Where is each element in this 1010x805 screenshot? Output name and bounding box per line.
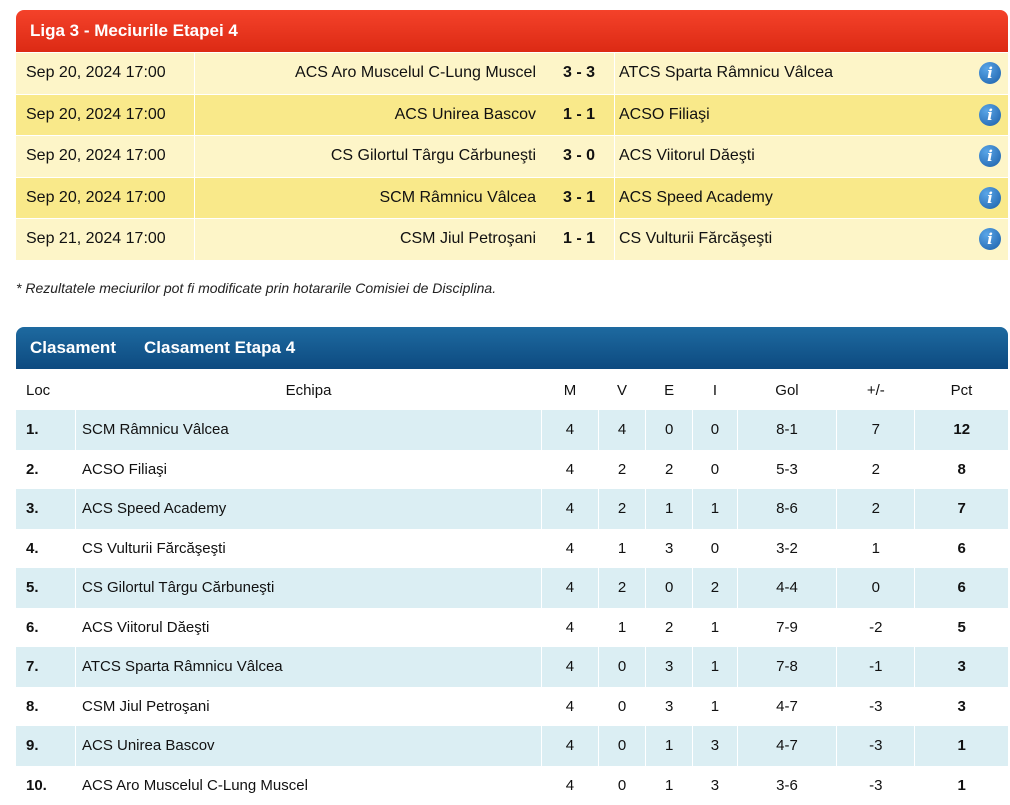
cell-pct: 1 (915, 726, 1008, 766)
cell-v: 0 (598, 687, 645, 727)
cell-diff: 2 (837, 489, 915, 529)
cell-m: 4 (542, 608, 599, 648)
cell-i: 0 (693, 450, 738, 490)
cell-e: 2 (646, 608, 693, 648)
cell-loc: 3. (16, 489, 76, 529)
match-row (16, 219, 1008, 261)
cell-loc: 9. (16, 726, 76, 766)
info-icon[interactable]: i (979, 62, 1001, 84)
match-home-team: CSM Jiul Petroşani (194, 219, 544, 260)
info-icon[interactable]: i (979, 228, 1001, 250)
cell-loc: 7. (16, 647, 76, 687)
cell-m: 4 (542, 450, 599, 490)
cell-diff: 0 (837, 568, 915, 608)
match-score: 1 - 1 (544, 95, 614, 136)
info-icon[interactable]: i (979, 187, 1001, 209)
match-away-team: ACS Speed Academy (614, 178, 972, 219)
cell-e: 3 (646, 687, 693, 727)
cell-v: 0 (598, 766, 645, 805)
match-date: Sep 21, 2024 17:00 (16, 219, 194, 260)
col-m: M (542, 370, 599, 410)
standings-title: Clasament (30, 338, 116, 358)
cell-loc: 10. (16, 766, 76, 805)
cell-gol: 3-6 (737, 766, 836, 805)
cell-i: 3 (693, 766, 738, 805)
cell-loc: 4. (16, 529, 76, 569)
table-row (16, 766, 1008, 805)
table-row (16, 450, 1008, 490)
col-gol: Gol (737, 370, 836, 410)
cell-diff: -3 (837, 766, 915, 805)
cell-gol: 4-7 (737, 687, 836, 727)
cell-diff: -3 (837, 687, 915, 727)
cell-e: 0 (646, 410, 693, 450)
cell-gol: 5-3 (737, 450, 836, 490)
standings-header (16, 327, 1008, 369)
cell-i: 1 (693, 608, 738, 648)
table-row (16, 608, 1008, 648)
col-pct: Pct (915, 370, 1008, 410)
cell-v: 1 (598, 529, 645, 569)
cell-m: 4 (542, 410, 599, 450)
cell-team: ACSO Filiaşi (76, 450, 542, 490)
cell-e: 1 (646, 726, 693, 766)
match-date: Sep 20, 2024 17:00 (16, 178, 194, 219)
cell-team: CS Gilortul Târgu Cărbuneşti (76, 568, 542, 608)
match-score: 3 - 1 (544, 178, 614, 219)
cell-v: 2 (598, 450, 645, 490)
table-row (16, 529, 1008, 569)
table-row (16, 687, 1008, 727)
cell-e: 0 (646, 568, 693, 608)
cell-m: 4 (542, 766, 599, 805)
col-loc: Loc (16, 370, 76, 410)
cell-i: 0 (693, 410, 738, 450)
cell-pct: 6 (915, 529, 1008, 569)
cell-team: CS Vulturii Fărcăşeşti (76, 529, 542, 569)
cell-pct: 8 (915, 450, 1008, 490)
info-icon[interactable]: i (979, 145, 1001, 167)
cell-pct: 6 (915, 568, 1008, 608)
standings-subtitle: Clasament Etapa 4 (144, 338, 295, 358)
cell-v: 0 (598, 647, 645, 687)
cell-diff: 2 (837, 450, 915, 490)
cell-pct: 5 (915, 608, 1008, 648)
cell-team: ACS Speed Academy (76, 489, 542, 529)
match-home-team: CS Gilortul Târgu Cărbuneşti (194, 136, 544, 177)
cell-i: 3 (693, 726, 738, 766)
cell-gol: 4-7 (737, 726, 836, 766)
cell-loc: 8. (16, 687, 76, 727)
match-row (16, 95, 1008, 137)
matches-title: Liga 3 - Meciurile Etapei 4 (30, 21, 238, 41)
col-v: V (598, 370, 645, 410)
col-e: E (646, 370, 693, 410)
match-home-team: ACS Unirea Bascov (194, 95, 544, 136)
cell-pct: 3 (915, 647, 1008, 687)
cell-pct: 1 (915, 766, 1008, 805)
cell-e: 3 (646, 529, 693, 569)
cell-pct: 3 (915, 687, 1008, 727)
cell-pct: 7 (915, 489, 1008, 529)
cell-e: 3 (646, 647, 693, 687)
cell-i: 1 (693, 489, 738, 529)
cell-i: 0 (693, 529, 738, 569)
cell-team: SCM Râmnicu Vâlcea (76, 410, 542, 450)
cell-m: 4 (542, 529, 599, 569)
cell-m: 4 (542, 726, 599, 766)
cell-m: 4 (542, 568, 599, 608)
standings-header-row (16, 370, 1008, 410)
cell-loc: 2. (16, 450, 76, 490)
cell-team: ACS Viitorul Dăeşti (76, 608, 542, 648)
cell-pct: 12 (915, 410, 1008, 450)
cell-e: 1 (646, 766, 693, 805)
cell-diff: 1 (837, 529, 915, 569)
match-row (16, 136, 1008, 178)
cell-e: 2 (646, 450, 693, 490)
match-date: Sep 20, 2024 17:00 (16, 53, 194, 94)
cell-diff: -2 (837, 608, 915, 648)
cell-v: 0 (598, 726, 645, 766)
table-row (16, 726, 1008, 766)
matches-header (16, 10, 1008, 52)
col-i: I (693, 370, 738, 410)
match-home-team: ACS Aro Muscelul C-Lung Muscel (194, 53, 544, 94)
cell-v: 1 (598, 608, 645, 648)
match-home-team: SCM Râmnicu Vâlcea (194, 178, 544, 219)
cell-v: 2 (598, 568, 645, 608)
match-score: 1 - 1 (544, 219, 614, 260)
standings-table (16, 370, 1008, 805)
match-score: 3 - 0 (544, 136, 614, 177)
cell-diff: -3 (837, 726, 915, 766)
col-team: Echipa (76, 370, 542, 410)
cell-e: 1 (646, 489, 693, 529)
cell-diff: -1 (837, 647, 915, 687)
match-score: 3 - 3 (544, 53, 614, 94)
cell-m: 4 (542, 687, 599, 727)
info-icon[interactable]: i (979, 104, 1001, 126)
match-away-team: ACSO Filiaşi (614, 95, 972, 136)
cell-team: CSM Jiul Petroşani (76, 687, 542, 727)
cell-team: ACS Aro Muscelul C-Lung Muscel (76, 766, 542, 805)
match-row (16, 178, 1008, 220)
cell-m: 4 (542, 489, 599, 529)
cell-team: ATCS Sparta Râmnicu Vâlcea (76, 647, 542, 687)
table-row (16, 647, 1008, 687)
cell-gol: 7-8 (737, 647, 836, 687)
match-away-team: ACS Viitorul Dăeşti (614, 136, 972, 177)
cell-i: 2 (693, 568, 738, 608)
match-date: Sep 20, 2024 17:00 (16, 136, 194, 177)
table-row (16, 489, 1008, 529)
col-diff: +/- (837, 370, 915, 410)
cell-gol: 8-1 (737, 410, 836, 450)
cell-loc: 5. (16, 568, 76, 608)
cell-v: 4 (598, 410, 645, 450)
matches-list (16, 53, 1008, 261)
match-date: Sep 20, 2024 17:00 (16, 95, 194, 136)
table-row (16, 410, 1008, 450)
cell-loc: 1. (16, 410, 76, 450)
match-row (16, 53, 1008, 95)
cell-gol: 7-9 (737, 608, 836, 648)
cell-gol: 8-6 (737, 489, 836, 529)
cell-i: 1 (693, 647, 738, 687)
cell-i: 1 (693, 687, 738, 727)
cell-gol: 3-2 (737, 529, 836, 569)
cell-team: ACS Unirea Bascov (76, 726, 542, 766)
match-away-team: ATCS Sparta Râmnicu Vâlcea (614, 53, 972, 94)
match-away-team: CS Vulturii Fărcăşeşti (614, 219, 972, 260)
cell-diff: 7 (837, 410, 915, 450)
cell-gol: 4-4 (737, 568, 836, 608)
cell-v: 2 (598, 489, 645, 529)
table-row (16, 568, 1008, 608)
disciplinary-note: * Rezultatele meciurilor pot fi modificate prin hotararile Comisiei de Disciplina. (16, 280, 496, 296)
cell-loc: 6. (16, 608, 76, 648)
cell-m: 4 (542, 647, 599, 687)
